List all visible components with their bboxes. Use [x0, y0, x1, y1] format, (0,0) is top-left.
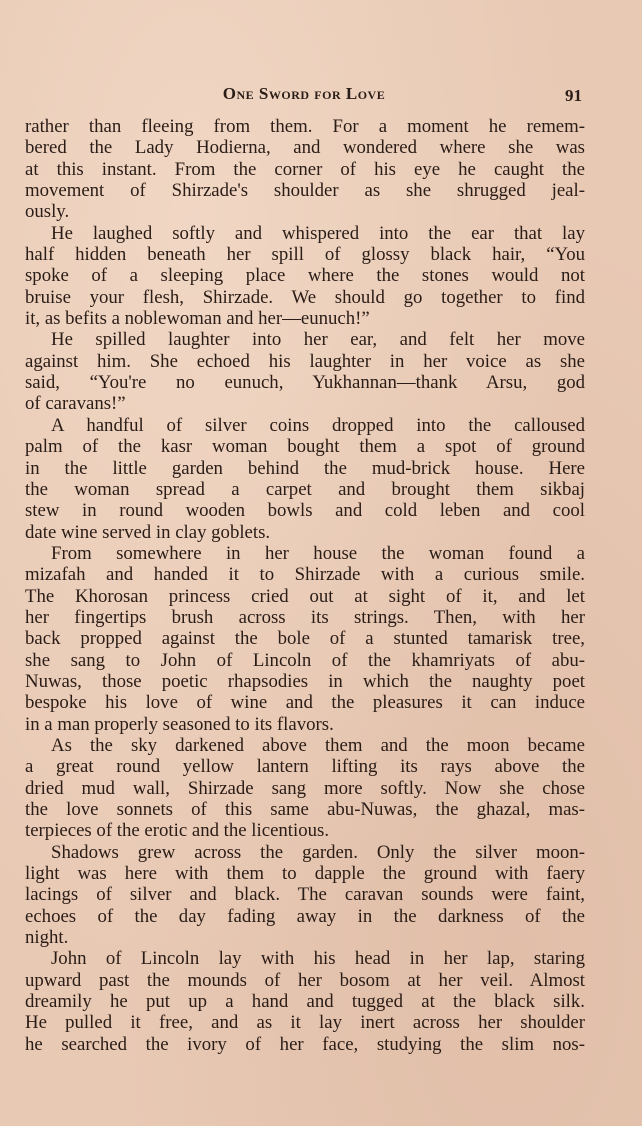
- text-line: it, as befits a noblewoman and her—eunuch!”: [25, 308, 370, 330]
- text-line: From somewhere in her house the woman found a: [51, 542, 585, 564]
- text-line: her fingertips brush across its strings. Then, with her: [25, 606, 585, 628]
- text-line: night.: [25, 927, 69, 949]
- text-line: stew in round wooden bowls and cold leben and cool: [25, 500, 585, 522]
- text-line: upward past the mounds of her bosom at her veil. Almost: [25, 969, 585, 991]
- text-line: the woman spread a carpet and brought them sikbaj: [25, 478, 585, 500]
- text-line: Nuwas, those poetic rhapsodies in which the naughty poet: [25, 670, 585, 692]
- text-line: the love sonnets of this same abu-Nuwas, the ghazal, mas-: [25, 799, 585, 820]
- text-line: light was here with them to dapple the ground with faery: [25, 863, 585, 885]
- text-line: of caravans!”: [25, 393, 126, 415]
- text-line: As the sky darkened above them and the moon became: [51, 734, 585, 756]
- text-line: palm of the kasr woman bought them a spot of ground: [25, 436, 585, 458]
- text-line: said, “You're no eunuch, Yukhannan—thank Arsu, god: [25, 372, 585, 394]
- text-line: He laughed softly and whispered into the ear that lay: [51, 222, 585, 244]
- text-line: rather than fleeing from them. For a moment he remem-: [25, 116, 585, 137]
- text-line: he searched the ivory of her face, studying the slim nos-: [25, 1033, 585, 1055]
- text-line: spoke of a sleeping place where the stones would not: [25, 265, 585, 287]
- text-line: A handful of silver coins dropped into the calloused: [51, 414, 585, 436]
- text-line: terpieces of the erotic and the licentious.: [25, 820, 330, 842]
- text-line: He spilled laughter into her ear, and felt her move: [51, 329, 585, 351]
- text-line: against him. She echoed his laughter in her voice as she: [25, 350, 585, 372]
- text-line: date wine served in clay goblets.: [25, 521, 271, 543]
- text-line: dreamily he put up a hand and tugged at the black silk.: [25, 991, 585, 1013]
- page-number: 91: [565, 86, 582, 105]
- text-line: at this instant. From the corner of his eye he caught the: [25, 158, 585, 180]
- text-line: ously.: [25, 201, 70, 223]
- text-line: dried mud wall, Shirzade sang more softly. Now she chose: [25, 777, 585, 799]
- text-line: lacings of silver and black. The caravan sounds were faint,: [25, 884, 585, 906]
- text-line: she sang to John of Lincoln of the khamriyats of abu-: [25, 649, 585, 671]
- text-line: Shadows grew across the garden. Only the silver moon-: [51, 841, 585, 863]
- text-line: The Khorosan princess cried out at sight of it, and let: [25, 585, 585, 607]
- text-line: bered the Lady Hodierna, and wondered where she was: [25, 137, 585, 159]
- text-line: in the little garden behind the mud-brick house. Here: [25, 457, 585, 479]
- text-line: back propped against the bole of a stunted tamarisk tree,: [25, 628, 585, 650]
- text-line: John of Lincoln lay with his head in her lap, staring: [51, 948, 585, 970]
- body-text: [25, 116, 585, 1055]
- text-line: movement of Shirzade's shoulder as she shrugged jeal-: [25, 180, 585, 202]
- text-line: mizafah and handed it to Shirzade with a curious smile.: [25, 564, 585, 586]
- text-line: half hidden beneath her spill of glossy black hair, “You: [25, 244, 585, 266]
- text-line: bespoke his love of wine and the pleasures it can induce: [25, 692, 585, 714]
- text-line: bruise your flesh, Shirzade. We should go together to find: [25, 286, 585, 308]
- text-line: echoes of the day fading away in the darkness of the: [25, 905, 585, 927]
- text-line: He pulled it free, and as it lay inert across her shoulder: [25, 1012, 585, 1034]
- running-header: [24, 84, 584, 108]
- running-title: One Sword for Love: [222, 84, 386, 103]
- text-line: in a man properly seasoned to its flavors.: [25, 713, 334, 735]
- text-line: a great round yellow lantern lifting its rays above the: [25, 756, 585, 778]
